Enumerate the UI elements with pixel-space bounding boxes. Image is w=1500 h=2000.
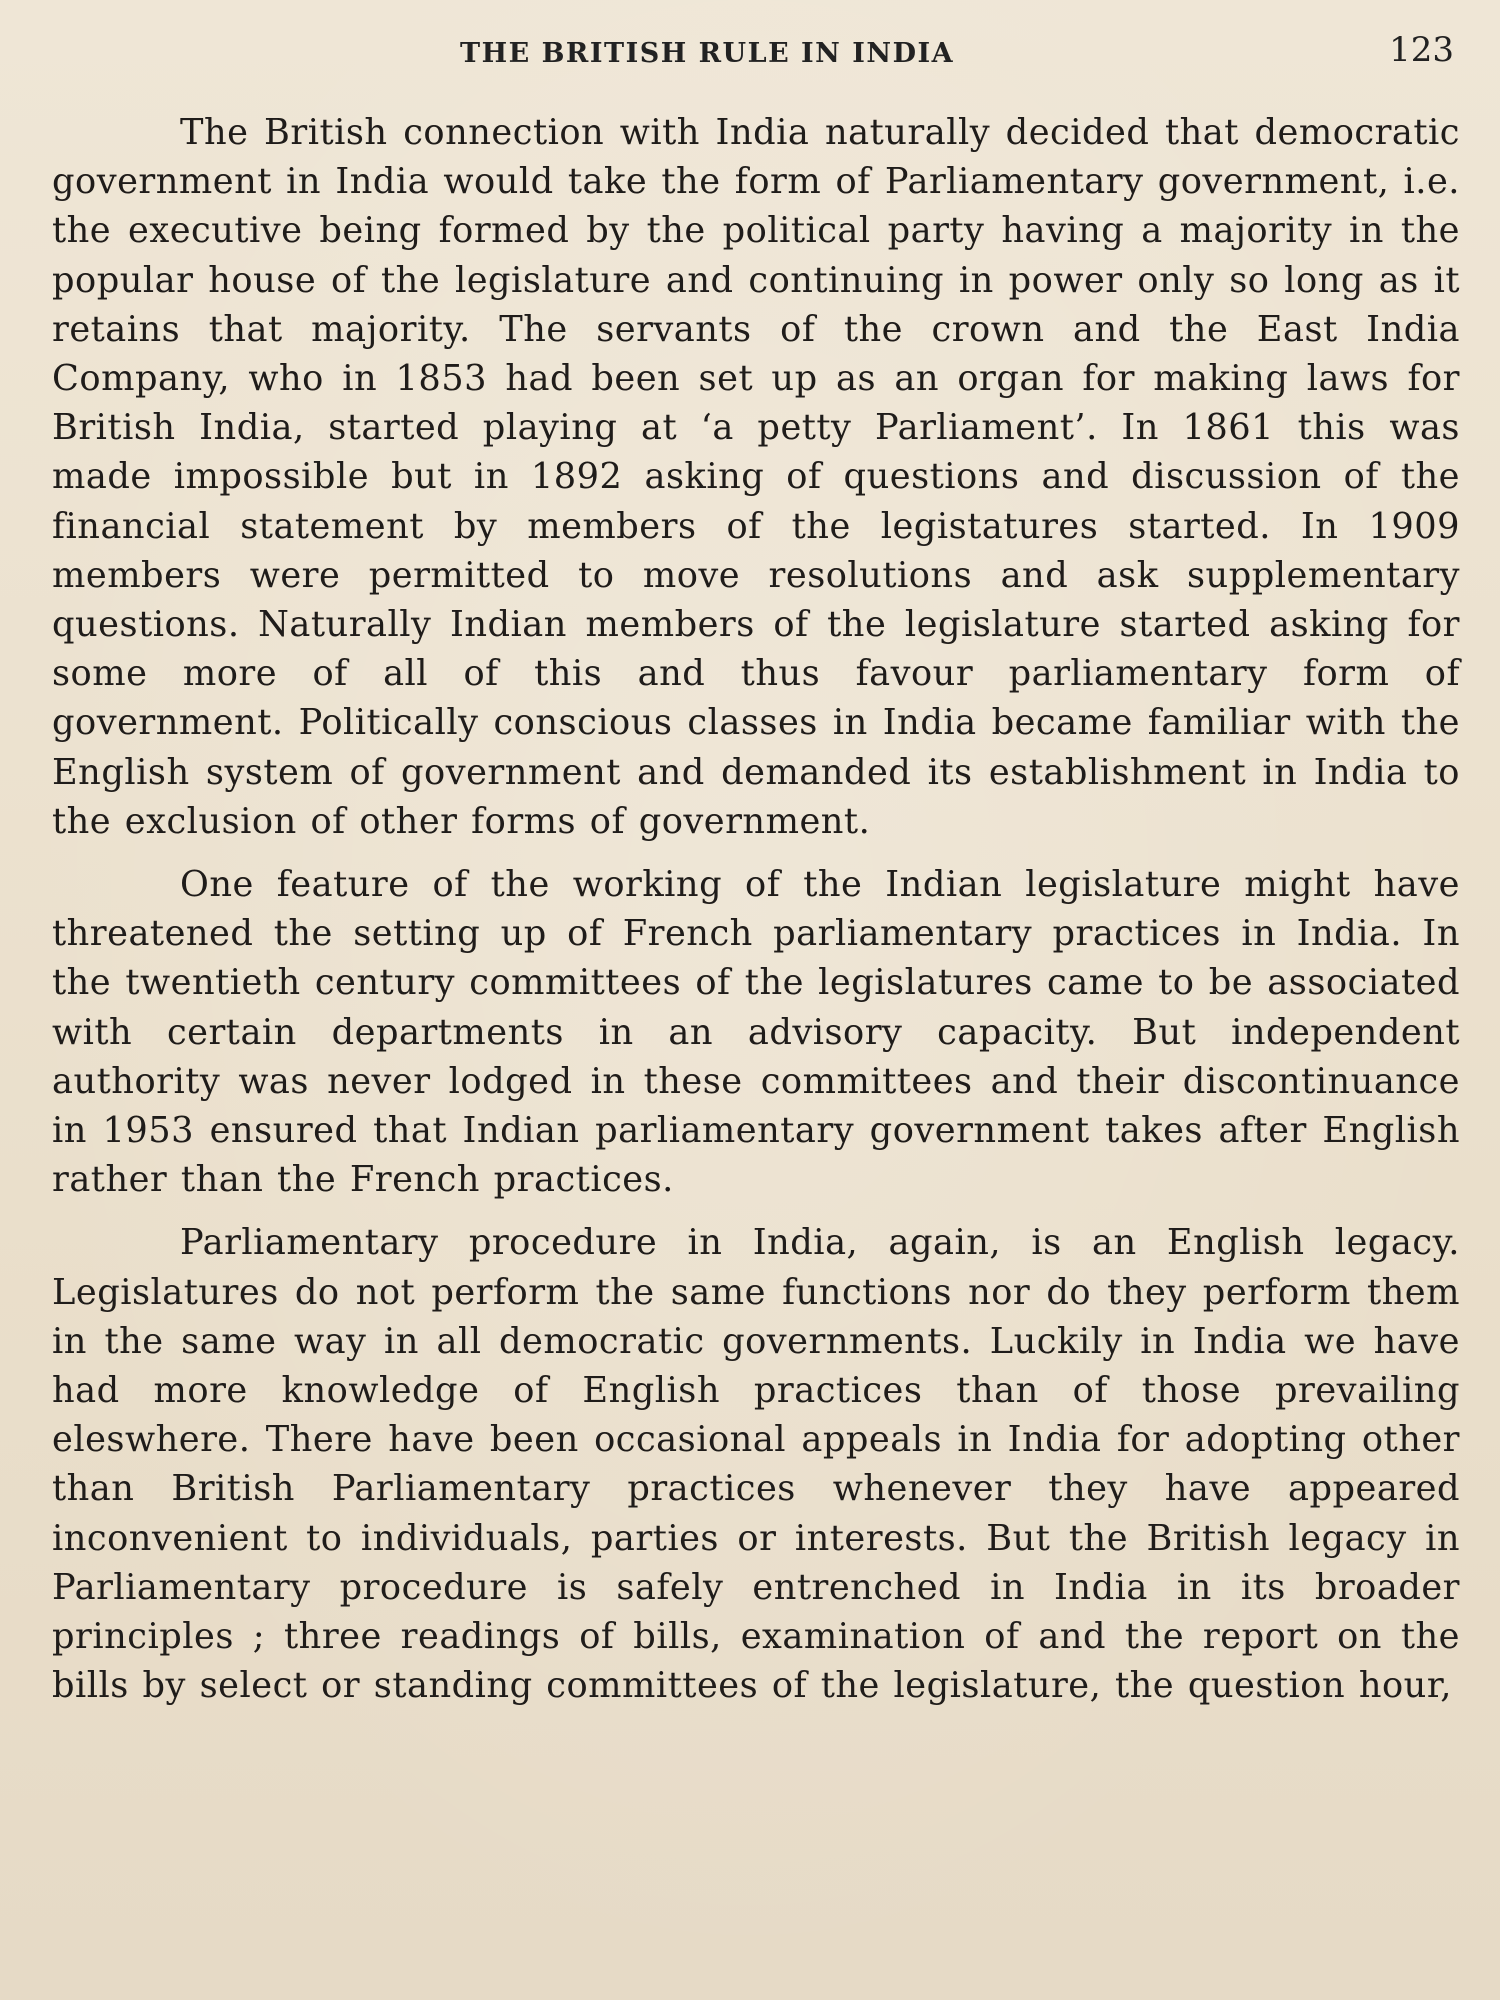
paragraph-3: Parliamentary procedure in India, again, is an English legacy. Legislatures do not perform the same functions nor do they perform them in the same way in all democratic governments. Luckily in India we have had more knowledge of English practices than of those prevailing eleswhere. There have been occasional appeals in India for adopting other than British Parliamentary practices whenever they have appeared inconvenient to individuals, parties or interests. But the British legacy in Parliamentary procedure is safely entrenched in India in its broader principles ; three readings of bills, examination of and the report on the bills by select or standing committees of the legislature, the question hour,	[52, 1222, 1460, 1707]
text-body	[52, 108, 1460, 1711]
paragraph-2: One feature of the working of the Indian legislature might have threatened the setting up of French parliamentary practices in India. In the twentieth century committees of the legislatures came to be associated with certain departments in an advisory capacity. But independent authority was never lodged in these committees and their discontinuance in 1953 ensured that Indian parliamentary government takes after English rather than the French practices.	[52, 864, 1460, 1201]
page-header	[0, 30, 1500, 80]
page-number: 123	[1389, 30, 1454, 70]
running-title: THE BRITISH RULE IN INDIA	[460, 38, 955, 69]
paragraph-1: The British connection with India naturally decided that democratic government in India would take the form of Parliamentary government, i.e. the executive being formed by the political party having a majority in the popular house of the legislature and continuing in power only so long as it retains that majority. The servants of the crown and the East India Company, who in 1853 had been set up as an organ for making laws for British India, started playing at ‘a petty Parliament’. In 1861 this was made impossible but in 1892 asking of questions and discussion of the financial statement by members of the legistatures started. In 1909 members were permitted to move resolutions and ask supplementary questions. Naturally Indian members of the legislature started asking for some more of all of this and thus favour parliamentary form of government. Politically conscious classes in India became familiar with the English system of government and demanded its establishment in India to the exclusion of other forms of government.	[52, 112, 1460, 842]
